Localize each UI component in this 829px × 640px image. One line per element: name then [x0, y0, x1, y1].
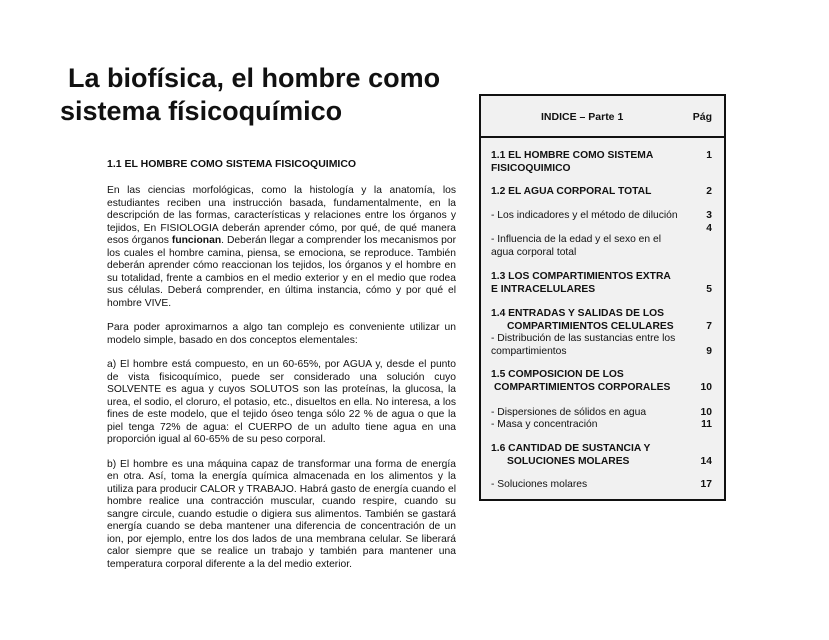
toc-entry-page: 2	[706, 186, 712, 197]
toc-entry	[491, 479, 712, 492]
toc-header-title: INDICE – Parte 1	[541, 111, 624, 123]
toc-entry-text: - Soluciones molares	[491, 479, 588, 490]
toc-entry	[491, 443, 712, 468]
toc-entry-page: 17	[700, 479, 712, 490]
toc-entry	[491, 407, 712, 420]
paragraph-3: a) El hombre está compuesto, en un 60-65%, por AGUA y, desde el punto de vista fisicoquímico, puede ser considerado una solución cuyo SOLVENTE es agua y cuyos SOLUTOS son las proteínas, la glucosa, la urea, el sodio, el cloruro, el potasio, etc., disueltos en ella. No interesa, a los fines de este modelo, que el tejido óseo tenga sólo 22 % de agua o que la piel tenga 72% de agua: el CUERPO de un adulto tiene agua en una proporción igual al 60-65% de su peso corporal.	[107, 359, 456, 445]
paragraph-1-text-a: En las ciencias morfológicas, como la histología y la anatomía, los estudiantes reciben una instrucción basada, fundamentalmente, en la descripción de las formas, características y relaciones entre los órganos y tejidos, En FISIOLOGIA deberán aprender cómo, por qué, de qué manera esos órganos	[107, 185, 456, 246]
toc-entry-text-line-1: 1.3 LOS COMPARTIMIENTOS EXTRA	[491, 271, 671, 282]
toc-entry	[491, 150, 712, 175]
toc-entry	[491, 186, 712, 199]
toc-header-page-label: Pág	[692, 111, 712, 123]
toc-entry	[491, 308, 712, 333]
toc-entry	[491, 369, 712, 394]
toc-entry-text: - Dispersiones de sólidos en agua	[491, 407, 647, 418]
toc-entry	[491, 419, 712, 432]
toc-entry-text-line-1: 1.6 CANTIDAD DE SUSTANCIA Y	[491, 443, 651, 454]
toc-body	[481, 138, 724, 499]
toc-entry-page: 10	[700, 407, 712, 418]
toc-entry-page: 11	[701, 419, 712, 430]
toc-entry-page: 4	[706, 223, 712, 234]
paragraph-2: Para poder aproximarnos a algo tan complejo es conveniente utilizar un modelo simple, basado en dos conceptos elementales:	[107, 322, 456, 346]
paragraph-1-bold-word: funcionan	[171, 235, 222, 246]
toc-entry-page: 3	[706, 210, 712, 221]
toc-entry-text: - Los indicadores y el método de dilución	[491, 210, 678, 221]
toc-entry-text-line-2: COMPARTIMIENTOS CELULARES	[507, 320, 674, 332]
toc-entry-text: - Influencia de la edad y el sexo en el agua corporal total	[491, 234, 662, 258]
toc-entry-text-line-1: 1.4 ENTRADAS Y SALIDAS DE LOS	[491, 308, 664, 319]
paragraph-4: b) El hombre es una máquina capaz de transformar una forma de energía en otra. Así, toma la energía química almacenada en los alimentos y la utiliza para producir CALOR y TRABAJO. Habrá gasto de energía cuando el hombre realice una contracción muscular, cuando respire, cuando su sangre circule, cuando estudie o digiera sus alimentos. También se gastará energía cuando se deba mantener una diferencia de concentración de un ion, por ejemplo, entre los dos lados de una membrana celular. Se liberará calor siempre que se realice un trabajo y también para mantener una temperatura corporal diferente a la del medio exterior.	[107, 458, 456, 570]
table-of-contents	[479, 94, 726, 501]
toc-entry-text-line-1: 1.5 COMPOSICION DE LOS	[491, 369, 624, 380]
page-title-line-1: La biofísica, el hombre como	[68, 63, 441, 93]
page-title	[60, 62, 470, 128]
toc-entry	[491, 223, 712, 259]
toc-entry-text-line-2: COMPARTIMIENTOS CORPORALES	[494, 381, 671, 393]
toc-entry-page: 7	[706, 321, 712, 332]
toc-entry	[491, 271, 712, 296]
toc-entry	[491, 333, 712, 358]
toc-entry	[491, 210, 712, 223]
toc-entry-text-line-2: SOLUCIONES MOLARES	[507, 455, 630, 467]
section-heading: 1.1 EL HOMBRE COMO SISTEMA FISICOQUIMICO	[107, 158, 357, 170]
toc-entry-page: 14	[700, 456, 712, 467]
paragraph-1-text-b: . Deberán llegar a comprender los mecanismos por los cuales el hombre camina, piensa, se emociona, se reproduce. También deberán aprender cómo reaccionan los tejidos, los órganos y el hombre en su totalidad, frente a cambios en el medio exterior y en el medio que rodea sus células. Deberá comprender, en última instancia, cómo y por qué el hombre VIVE.	[107, 235, 456, 309]
body-text	[107, 185, 456, 571]
toc-entry-page: 5	[706, 284, 712, 295]
toc-entry-page: 10	[700, 382, 712, 393]
toc-entry-text: 1.2 EL AGUA CORPORAL TOTAL	[491, 186, 652, 197]
toc-entry-text-line-2: E INTRACELULARES	[491, 283, 596, 295]
page-title-line-2: sistema físicoquímico	[60, 96, 343, 126]
toc-entry-page: 9	[706, 346, 712, 357]
toc-entry-text: - Distribución de las sustancias entre los compartimientos	[491, 333, 676, 357]
toc-entry-text: 1.1 EL HOMBRE COMO SISTEMA FISICOQUIMICO	[491, 150, 653, 174]
toc-entry-text: - Masa y concentración	[491, 419, 598, 430]
toc-header	[481, 96, 724, 138]
paragraph-1	[107, 185, 456, 310]
toc-entry-page: 1	[706, 150, 712, 161]
